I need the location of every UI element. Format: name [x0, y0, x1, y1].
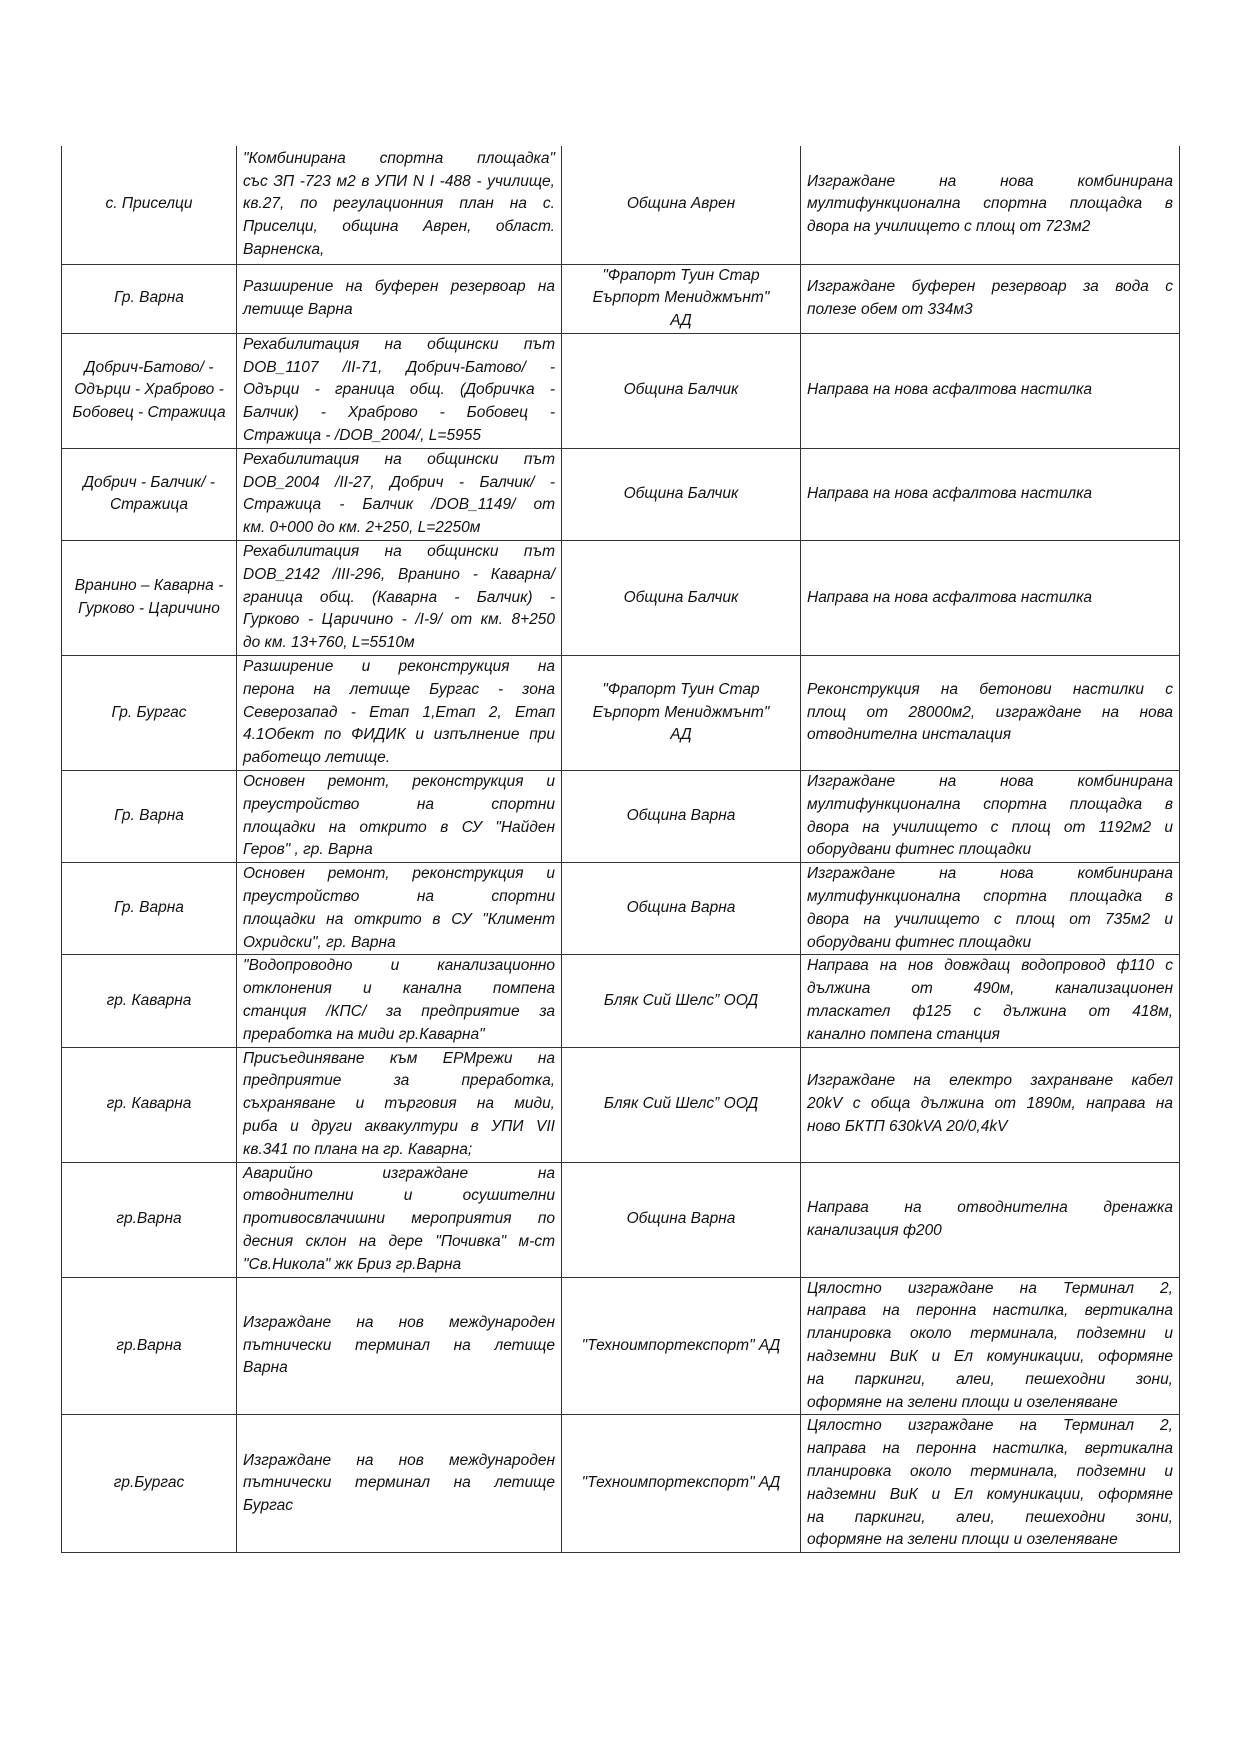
description-line: със ЗП -723 м2 в УПИ N I -488 - училище, [243, 172, 555, 190]
description-line: Аварийно изграждане на [243, 1164, 555, 1182]
description-line: пътнически терминал на летище [243, 1336, 555, 1354]
cell-contractor: "Техноимпортекспорт" АД [562, 1277, 801, 1415]
description-line: Рехабилитация на общински път [243, 335, 555, 353]
cell-project-description [237, 448, 562, 540]
description-line: "Комбинирана спортна площадка" [243, 149, 555, 167]
cell-contractor: Община Балчик [562, 333, 801, 448]
cell-project-description [237, 1047, 562, 1162]
cell-contractor: Община Варна [562, 1162, 801, 1277]
cell-location: гр. Каварна [62, 955, 237, 1047]
description-line: Одърци - граница общ. (Добричка - [243, 381, 555, 399]
work-line: Изграждане буферен резервоар за вода с [807, 277, 1173, 295]
cell-location: Гр. Бургас [62, 656, 237, 771]
cell-project-description [237, 771, 562, 863]
description-line: DOB_1107 /II-71, Добрич-Батово/ - [243, 358, 555, 376]
description-line: станция /КПС/ за предприятие за [243, 1003, 555, 1020]
description-line: летище Варна [243, 300, 353, 318]
work-line: планировка около терминала, подземни и [807, 1462, 1173, 1480]
work-line: Направа на нова асфалтова настилка [807, 381, 1093, 399]
description-line: граница общ. (Каварна - Балчик) - [243, 588, 555, 606]
cell-work-description [801, 1162, 1180, 1277]
description-line: съхраняване и търговия на миди, [243, 1095, 555, 1113]
table-row [62, 863, 1180, 955]
description-line: преработка на миди гр.Каварна" [243, 1025, 485, 1043]
description-line: перона на летище Бургас - зона [243, 680, 555, 698]
work-line: на паркинги, алеи, пешеходни зони, [807, 1508, 1173, 1526]
work-line: Направа на нова асфалтова настилка [807, 588, 1093, 606]
cell-location: гр.Варна [62, 1277, 237, 1415]
work-line: канализация ф200 [807, 1221, 942, 1239]
description-line: Рехабилитация на общински път [243, 543, 555, 561]
description-line: Геров" , гр. Варна [243, 841, 373, 859]
description-line: преустройство на спортни [243, 888, 555, 906]
description-line: Охридски", гр. Варна [243, 933, 396, 951]
work-line: мултифункционална спортна площадка в [807, 888, 1173, 906]
projects-table-body [62, 146, 1180, 1553]
work-line: Изграждане на електро захранване кабел [807, 1072, 1173, 1090]
work-line: Цялостно изграждане на Терминал 2, [807, 1417, 1173, 1435]
description-line: Приселци, община Аврен, област. [243, 218, 555, 236]
work-line: ново БКТП 630kVA 20/0,4kV [807, 1117, 1008, 1135]
table-row [62, 656, 1180, 771]
cell-work-description [801, 448, 1180, 540]
description-line: DOB_2004 /II-27, Добрич - Балчик/ - [243, 473, 555, 491]
cell-work-description [801, 955, 1180, 1047]
cell-work-description [801, 863, 1180, 955]
cell-work-description [801, 1415, 1180, 1553]
cell-contractor: Община Балчик [562, 448, 801, 540]
table-row [62, 1277, 1180, 1415]
cell-work-description [801, 146, 1180, 264]
work-line: отводнителна инсталация [807, 726, 1012, 744]
cell-location: Гр. Варна [62, 264, 237, 333]
cell-location: Добрич - Балчик/ - Стражица [62, 448, 237, 540]
work-line: Направа на отводнителна дренажка [807, 1198, 1173, 1216]
description-line: работещо летище. [243, 749, 391, 767]
table-row [62, 264, 1180, 333]
work-line: Изграждане на нова комбинирана [807, 172, 1173, 190]
cell-work-description [801, 1047, 1180, 1162]
cell-contractor: Община Аврен [562, 146, 801, 264]
table-row [62, 771, 1180, 863]
cell-work-description [801, 264, 1180, 333]
cell-location: гр.Бургас [62, 1415, 237, 1553]
work-line: оформяне на зелени площи и озеленяване [807, 1393, 1118, 1411]
description-line: риба и други аквакултури в УПИ VII [243, 1117, 555, 1135]
description-line: противосвлачишни мероприятия по [243, 1210, 555, 1228]
description-line: пътнически терминал на летище [243, 1474, 555, 1492]
table-row [62, 955, 1180, 1047]
description-line: Присъединяване към ЕРМрежи на [243, 1049, 555, 1067]
description-line: десния склон на дере "Почивка" м-ст [243, 1232, 555, 1250]
cell-project-description [237, 863, 562, 955]
description-line: Рехабилитация на общински път [243, 450, 555, 468]
description-line: км. 0+000 до км. 2+250, L=2250м [243, 519, 481, 537]
cell-location: Вранино – Каварна - Гурково - Царичино [62, 541, 237, 656]
description-line: предприятие за преработка, [243, 1072, 555, 1090]
cell-work-description [801, 541, 1180, 656]
work-line: Направа на нов довждащ водопровод ф110 с [807, 957, 1173, 975]
work-line: площ от 28000м2, изграждане на нова [807, 703, 1173, 721]
cell-contractor: Бляк Сий Шелс” ООД [562, 955, 801, 1047]
description-line: Основен ремонт, реконструкция и [243, 773, 555, 791]
table-row [62, 448, 1180, 540]
cell-location: гр.Варна [62, 1162, 237, 1277]
work-line: дължина от 490м, канализационен [807, 980, 1173, 998]
work-line: оборудвани фитнес площадки [807, 933, 1032, 951]
description-line: Варненска, [243, 240, 325, 258]
description-line: площадки на открито в СУ "Найден [243, 818, 555, 836]
work-line: двора на училището с площ от 1192м2 и [807, 818, 1173, 836]
cell-project-description [237, 1162, 562, 1277]
table-row [62, 541, 1180, 656]
description-line: Разширение на буферен резервоар на [243, 277, 555, 295]
description-line: Изграждане на нов международен [243, 1313, 555, 1331]
cell-project-description [237, 1415, 562, 1553]
cell-project-description [237, 146, 562, 264]
cell-project-description [237, 333, 562, 448]
description-line: Основен ремонт, реконструкция и [243, 865, 555, 883]
work-line: направа на перонна настилка, вертикална [807, 1440, 1173, 1458]
description-line: Стражица - Балчик /DOB_1149/ от [243, 496, 555, 514]
description-line: Гурково - Царичино - /I-9/ от км. 8+250 [243, 611, 555, 629]
description-line: до км. 13+760, L=5510м [243, 634, 415, 652]
description-line: Изграждане на нов международен [243, 1451, 555, 1469]
cell-contractor: Бляк Сий Шелс” ООД [562, 1047, 801, 1162]
work-line: канално помпена станция [807, 1025, 1000, 1043]
description-line: Стражица - /DOB_2004/, L=5955 [243, 427, 481, 445]
work-line: Изграждане на нова комбинирана [807, 865, 1173, 883]
work-line: надземни ВиК и Ел комуникации, оформяне [807, 1347, 1173, 1365]
cell-location: с. Приселци [62, 146, 237, 264]
work-line: тласкател ф125 с дължина от 418м, [807, 1003, 1173, 1020]
cell-location: Гр. Варна [62, 863, 237, 955]
work-line: двора на училището с площ от 723м2 [807, 218, 1091, 236]
work-line: Цялостно изграждане на Терминал 2, [807, 1279, 1173, 1297]
cell-work-description [801, 771, 1180, 863]
cell-project-description [237, 955, 562, 1047]
description-line: преустройство на спортни [243, 795, 555, 813]
work-line: полезе обем от 334м3 [807, 300, 973, 318]
description-line: отклонения и канална помпена [243, 980, 555, 998]
work-line: 20kV с обща дължина от 1890м, направа на [807, 1095, 1173, 1113]
cell-contractor: "Техноимпортекспорт" АД [562, 1415, 801, 1553]
table-row [62, 333, 1180, 448]
description-line: 4.1Обект по ФИДИК и изпълнение при [243, 726, 555, 744]
description-line: кв.27, по регулационния план на с. [243, 195, 555, 213]
projects-table [61, 146, 1180, 1553]
description-line: Бургас [243, 1497, 293, 1515]
cell-work-description [801, 656, 1180, 771]
description-line: отводнителни и осушителни [243, 1187, 555, 1205]
cell-work-description [801, 1277, 1180, 1415]
cell-contractor: Община Балчик [562, 541, 801, 656]
work-line: на паркинги, алеи, пешеходни зони, [807, 1370, 1173, 1388]
table-row [62, 1047, 1180, 1162]
work-line: надземни ВиК и Ел комуникации, оформяне [807, 1485, 1173, 1503]
work-line: направа на перонна настилка, вертикална [807, 1302, 1173, 1320]
cell-contractor: Община Варна [562, 863, 801, 955]
cell-location: Гр. Варна [62, 771, 237, 863]
work-line: Направа на нова асфалтова настилка [807, 485, 1093, 503]
cell-project-description [237, 541, 562, 656]
cell-location: гр. Каварна [62, 1047, 237, 1162]
table-row [62, 1415, 1180, 1553]
cell-work-description [801, 333, 1180, 448]
cell-contractor: Община Варна [562, 771, 801, 863]
description-line: "Св.Никола" жк Бриз гр.Варна [243, 1255, 462, 1273]
description-line: кв.341 по плана на гр. Каварна; [243, 1140, 473, 1158]
cell-contractor: "Фрапорт Туин Стар Еърпорт Мениджмънт" АД [562, 264, 801, 333]
work-line: Изграждане на нова комбинирана [807, 773, 1173, 791]
description-line: Варна [243, 1359, 288, 1377]
work-line: оборудвани фитнес площадки [807, 841, 1032, 859]
table-row [62, 1162, 1180, 1277]
work-line: Реконструкция на бетонови настилки с [807, 680, 1173, 698]
cell-location: Добрич-Батово/ - Одърци - Храброво - Бобовец - Стражица [62, 333, 237, 448]
work-line: мултифункционална спортна площадка в [807, 795, 1173, 813]
cell-project-description [237, 1277, 562, 1415]
cell-contractor: "Фрапорт Туин Стар Еърпорт Мениджмънт" АД [562, 656, 801, 771]
cell-project-description [237, 656, 562, 771]
description-line: Северозапад - Етап 1,Етап 2, Етап [243, 703, 555, 721]
work-line: мултифункционална спортна площадка в [807, 195, 1173, 213]
description-line: Разширение и реконструкция на [243, 658, 555, 676]
table-row [62, 146, 1180, 264]
cell-project-description [237, 264, 562, 333]
description-line: Балчик) - Храброво - Бобовец - [243, 404, 555, 422]
description-line: DOB_2142 /III-296, Вранино - Каварна/ [243, 565, 555, 583]
description-line: "Водопроводно и канализационно [243, 957, 555, 975]
work-line: двора на училището с площ от 735м2 и [807, 910, 1173, 928]
description-line: площадки на открито в СУ "Климент [243, 910, 555, 928]
work-line: планировка около терминала, подземни и [807, 1325, 1173, 1343]
work-line: оформяне на зелени площи и озеленяване [807, 1531, 1118, 1549]
